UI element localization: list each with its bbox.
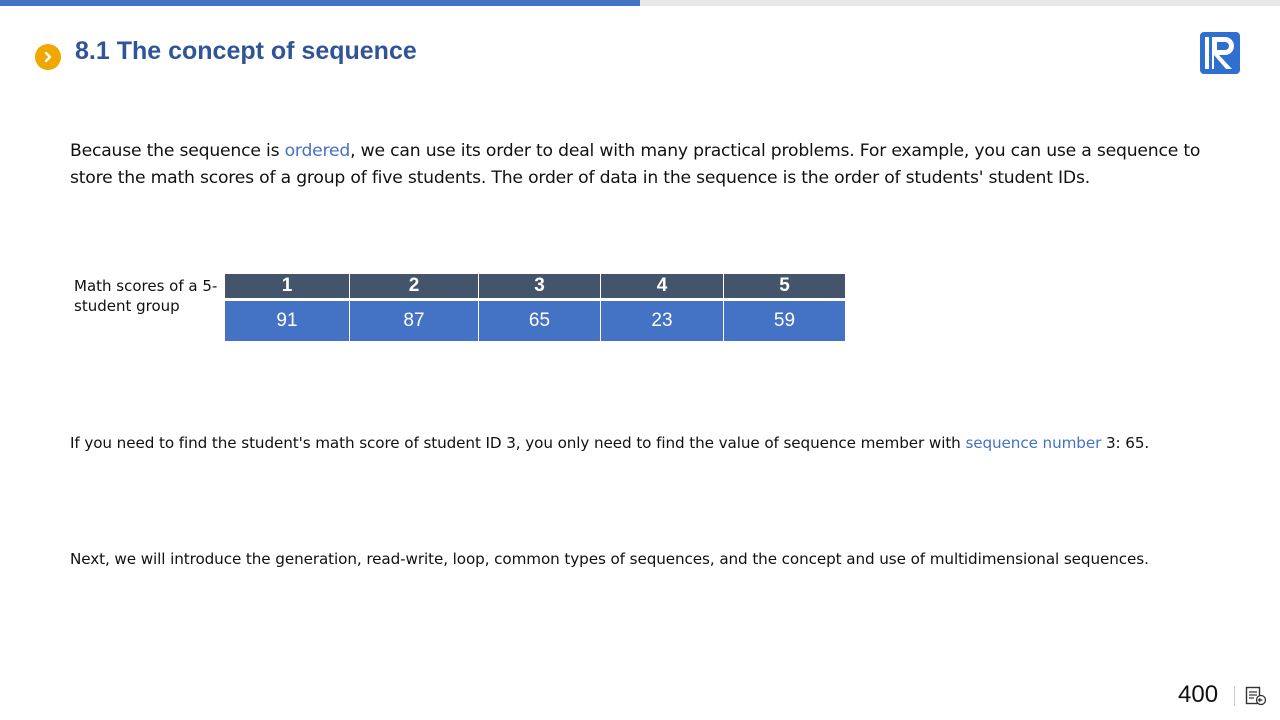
lookup-text-before: If you need to find the student's math score of student ID 3, you only need to find the value of sequence member with (70, 434, 966, 452)
header-cell-5: 5 (724, 274, 845, 298)
slide-progress-fill (0, 0, 640, 6)
logo-icon (1199, 31, 1241, 75)
header-cell-2: 2 (350, 274, 479, 298)
header-cell-4: 4 (601, 274, 724, 298)
table-header-row (225, 274, 845, 298)
intro-text-after: , we can use its order to deal with many practical problems. For example, you can use a sequence to store the math scores of a group of five students. The order of data in the sequence is the order of students' student IDs. (70, 141, 1201, 188)
header-cell-1: 1 (225, 274, 350, 298)
slide-title: 8.1 The concept of sequence (75, 37, 417, 65)
slide-progress-track (0, 0, 1280, 6)
value-cell-5: 59 (724, 301, 845, 341)
title-bullet (35, 44, 61, 70)
scores-table (225, 274, 845, 341)
chevron-right-icon (42, 51, 54, 63)
intro-paragraph (70, 138, 1220, 192)
header-cell-3: 3 (479, 274, 601, 298)
intro-text-before: Because the sequence is (70, 141, 285, 161)
notes-icon[interactable] (1245, 686, 1267, 706)
lookup-paragraph (70, 431, 1230, 455)
value-cell-4: 23 (601, 301, 724, 341)
sequence-number-highlight: sequence number (965, 434, 1102, 452)
page-number: 400 (1178, 681, 1219, 708)
lookup-text-after: 3: 65. (1101, 434, 1150, 452)
next-topics-paragraph: Next, we will introduce the generation, read-write, loop, common types of sequences, and the concept and use of multidimensional sequences. (70, 550, 1149, 568)
ordered-highlight: ordered (284, 141, 351, 161)
table-caption: Math scores of a 5-student group (74, 277, 218, 315)
value-cell-3: 65 (479, 301, 601, 341)
footer-divider (1234, 686, 1235, 706)
value-cell-1: 91 (225, 301, 350, 341)
table-value-row (225, 301, 845, 341)
value-cell-2: 87 (350, 301, 479, 341)
